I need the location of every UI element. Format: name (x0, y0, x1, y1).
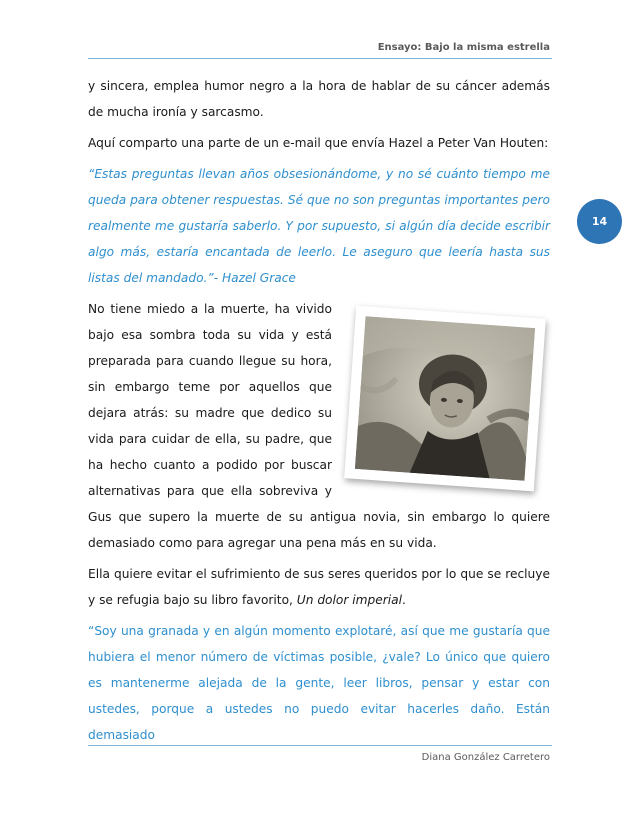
paragraph-refuge-text: Ella quiere evitar el sufrimiento de sus seres queridos por lo que se recluye y se refugia bajo su libro favorito, (88, 567, 550, 607)
quote-hazel-email: “Estas preguntas llevan años obsesionándome, y no sé cuánto tiempo me queda para obtener respuestas. Sé que no son preguntas importantes pero realmente me gustaría saberlo. Y por supuesto, si algún día decide escribir algo más, estaría encantada de leerlo. Le aseguro que leería hasta sus listas del mandado.”- Hazel Grace (88, 167, 550, 285)
portrait-photo (355, 316, 535, 480)
header-divider (88, 58, 552, 59)
paragraph-fear-text: No tiene miedo a la muerte, ha vivido bajo esa sombra toda su vida y está preparada para cuando llegue su hora, sin embargo teme por aquellos que dejara atrás: su madre que dedico su vida para cuidar de ella, su padre, que ha hecho cuanto a podido por buscar alternativas para que ella sobreviva y Gus que supero la muerte de su antigua novia, sin embargo lo quiere demasiado como para agregar una pena más en su vida. (88, 302, 550, 550)
paragraph-refuge (88, 561, 550, 613)
footer-author: Diana González Carretero (421, 752, 550, 763)
paragraph-email-intro: Aquí comparto una parte de un e-mail que envía Hazel a Peter Van Houten: (88, 136, 549, 150)
footer-divider (88, 745, 552, 746)
paragraph-refuge-end: . (401, 593, 406, 607)
book-title: Un dolor imperial (296, 593, 402, 607)
quote-grenade: “Soy una granada y en algún momento explotaré, así que me gustaría que hubiera el menor número de víctimas posible, ¿vale? Lo único que quiero es mantenerme alejada de la gente, leer libros, pensar y estar con ustedes, porque a ustedes no puedo evitar hacerles daño. Están demasiado (88, 624, 550, 742)
header-title: Ensayo: Bajo la misma estrella (377, 42, 550, 53)
essay-body (88, 73, 550, 753)
photo-card (344, 306, 546, 492)
paragraph-fear-of-death (88, 296, 550, 556)
page-number-badge: 14 (577, 199, 622, 244)
photo-frame (346, 306, 548, 495)
paragraph-intro-end: y sincera, emplea humor negro a la hora de hablar de su cáncer además de mucha ironía y sarcasmo. (88, 79, 550, 119)
